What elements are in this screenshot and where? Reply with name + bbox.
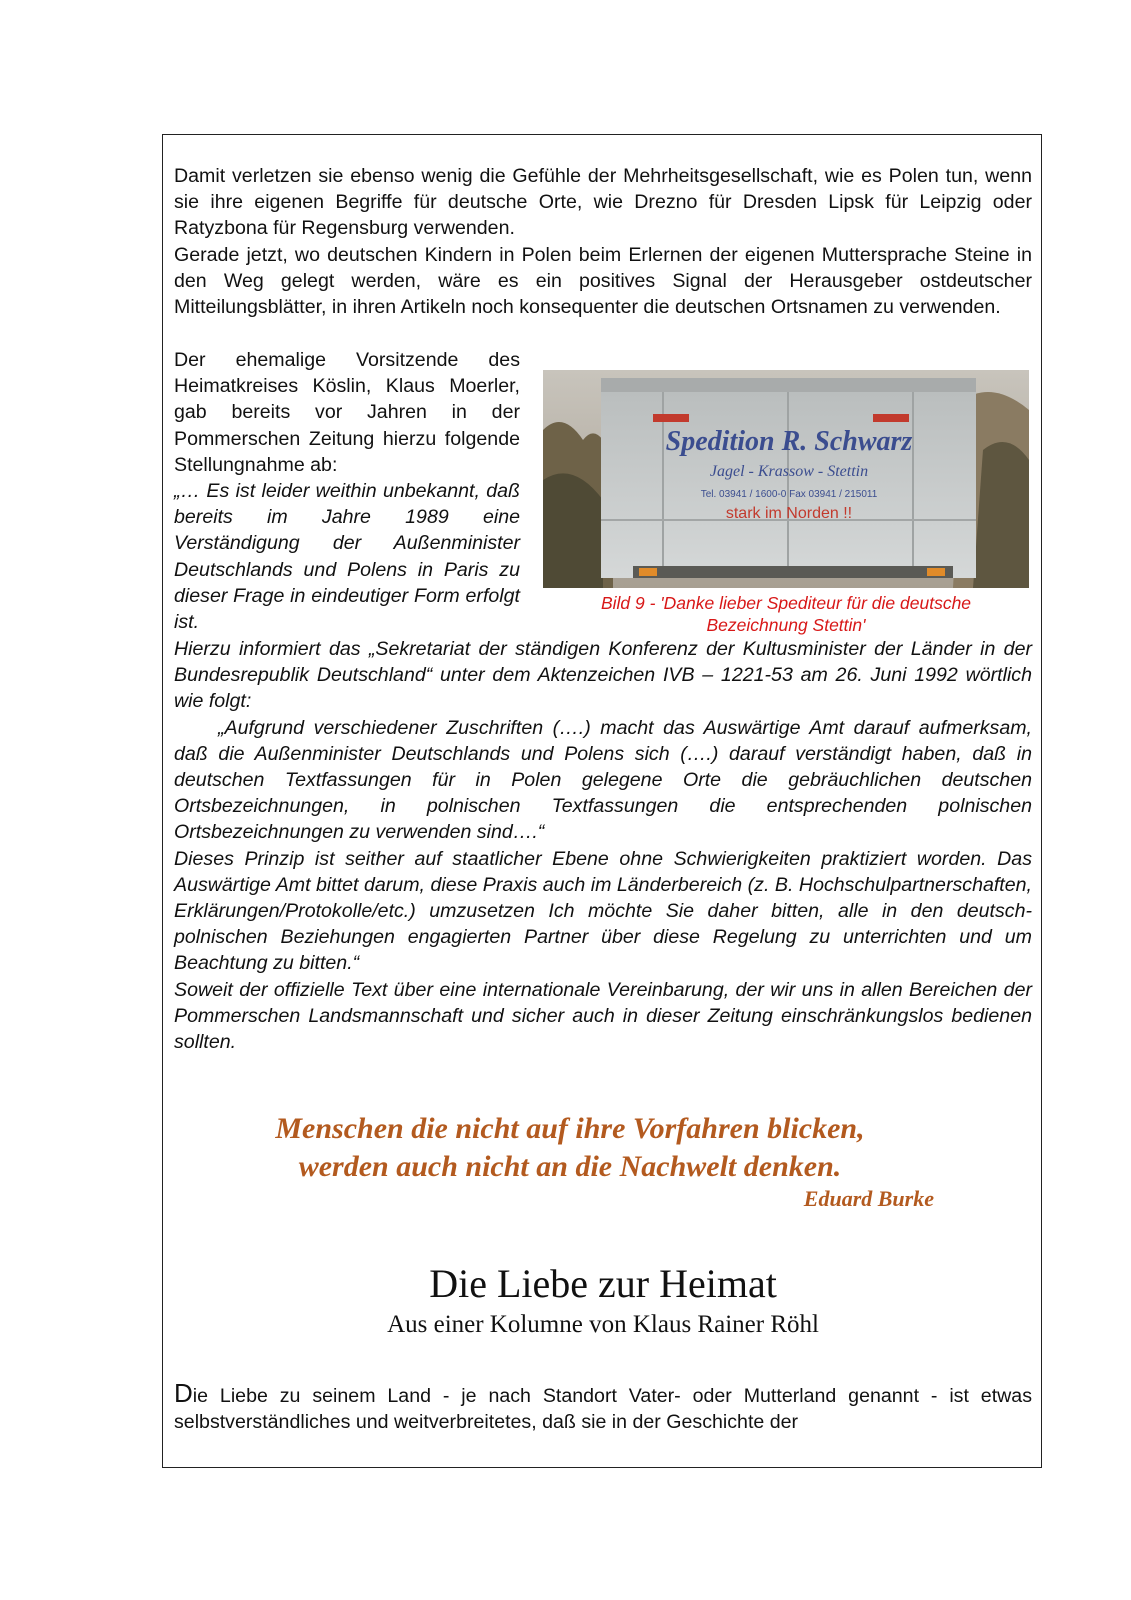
paragraph-1: Damit verletzen sie ebenso wenig die Gefühle der Mehrheitsgesellschaft, wie es Polen tun, wenn sie ihre eigenen Begriffe für deutsche Orte, wie Drezno für Dresden Lipsk für Leipzig oder Ratyzbona für Regensburg verwenden. (174, 165, 1032, 240)
article-first-paragraph (174, 1380, 1032, 1435)
paragraph-3: Hierzu informiert das „Sekretariat der ständigen Konferenz der Kultusminister der Länder in der Bundesrepublik Deutschland“ unter dem Aktenzeichen IVB – 1221-53 am 26. Juni 1992 wörtlich wie folgt: (174, 638, 1032, 713)
article-paragraph-text: ie Liebe zu seinem Land - je nach Standort Vater- oder Mutterland genannt - ist etwas selbstverständliches und weitverbreitetes, daß sie in der Geschichte der (174, 1385, 1032, 1434)
paragraph-6: Soweit der offizielle Text über eine internationale Vereinbarung, der wir uns in allen Bereichen der Pommerschen Landsmannschaft und sicher auch in dieser Zeitung einschränkungslos bedienen sollten. (174, 978, 1032, 1054)
article-subtitle: Aus einer Kolumne von Klaus Rainer Röhl (387, 1311, 819, 1338)
sign-slogan: stark im Norden !! (725, 505, 853, 522)
quoted-text-block (174, 636, 1032, 1055)
caption-line-1: Bild 9 - 'Danke lieber Spediteur für die deutsche (600, 593, 972, 613)
article-title: Die Liebe zur Heimat (429, 1261, 777, 1306)
image-caption (543, 592, 1029, 636)
left-column-text (174, 347, 520, 635)
caption-line-2: Bezeichnung Stettin' (706, 615, 866, 635)
drop-cap: D (174, 1378, 193, 1408)
intro-paragraph: Der ehemalige Vorsitzende des Heimatkreises Köslin, Klaus Moerler, gab bereits vor Jahren in der Pommerschen Zeitung hierzu folgende Stellungnahme ab: (174, 349, 520, 476)
sign-company: Spedition R. Schwarz (665, 426, 913, 457)
quote-block (200, 1110, 940, 1212)
quote-author: Eduard Burke (803, 1186, 934, 1211)
sign-phone: Tel. 03941 / 1600-0 Fax 03941 / 215011 (700, 489, 878, 500)
quote-line-2: werden auch nicht an die Nachwelt denken. (298, 1150, 842, 1183)
quote-line-1: Menschen die nicht auf ihre Vorfahren blicken, (275, 1112, 865, 1145)
quote-start-paragraph: „… Es ist leider weithin unbekannt, daß bereits im Jahre 1989 eine Verständigung der Außenminister Deutschlands und Polens in Paris zu dieser Frage in eindeutiger Form erfolgt ist. (174, 480, 520, 634)
paragraph-4: „Aufgrund verschiedener Zuschriften (….) macht das Auswärtige Amt darauf aufmerksam, daß die Außenminister Deutschlands und Polens sich (….) darauf verständigt haben, daß in deutschen Textfassungen für in Polen gelegene Orte die gebräuchlichen deutschen Ortsbezeichnungen, in polnischen Textfassungen die entsprechenden polnischen Ortsbezeichnungen zu verwenden sind….“ (174, 716, 1032, 844)
sign-places: Jagel - Krassow - Stettin (709, 463, 869, 480)
top-paragraphs (174, 163, 1032, 320)
paragraph-5: Dieses Prinzip ist seither auf staatlicher Ebene ohne Schwierigkeiten praktiziert worden. Das Auswärtige Amt bittet darum, diese Praxis auch im Länderbereich (z. B. Hochschulpartnerschaften, Erklärungen/Protokolle/etc.) umzusetzen Ich möchte Sie daher bitten, alle in den deutsch-polnischen Beziehungen engagierten Partner über diese Regelung zu unterrichten und um Beachtung zu bitten.“ (174, 847, 1032, 975)
truck-trailer-photo-svg (543, 370, 1029, 588)
paragraph-2: Gerade jetzt, wo deutschen Kindern in Polen beim Erlernen der eigenen Muttersprache Steine in den Weg gelegt werden, wäre es ein positives Signal der Herausgeber ostdeutscher Mitteilungsblätter, in ihren Artikeln noch konsequenter die deutschen Ortsnamen zu verwenden. (174, 243, 1032, 319)
truck-trailer-photo (543, 370, 1029, 588)
